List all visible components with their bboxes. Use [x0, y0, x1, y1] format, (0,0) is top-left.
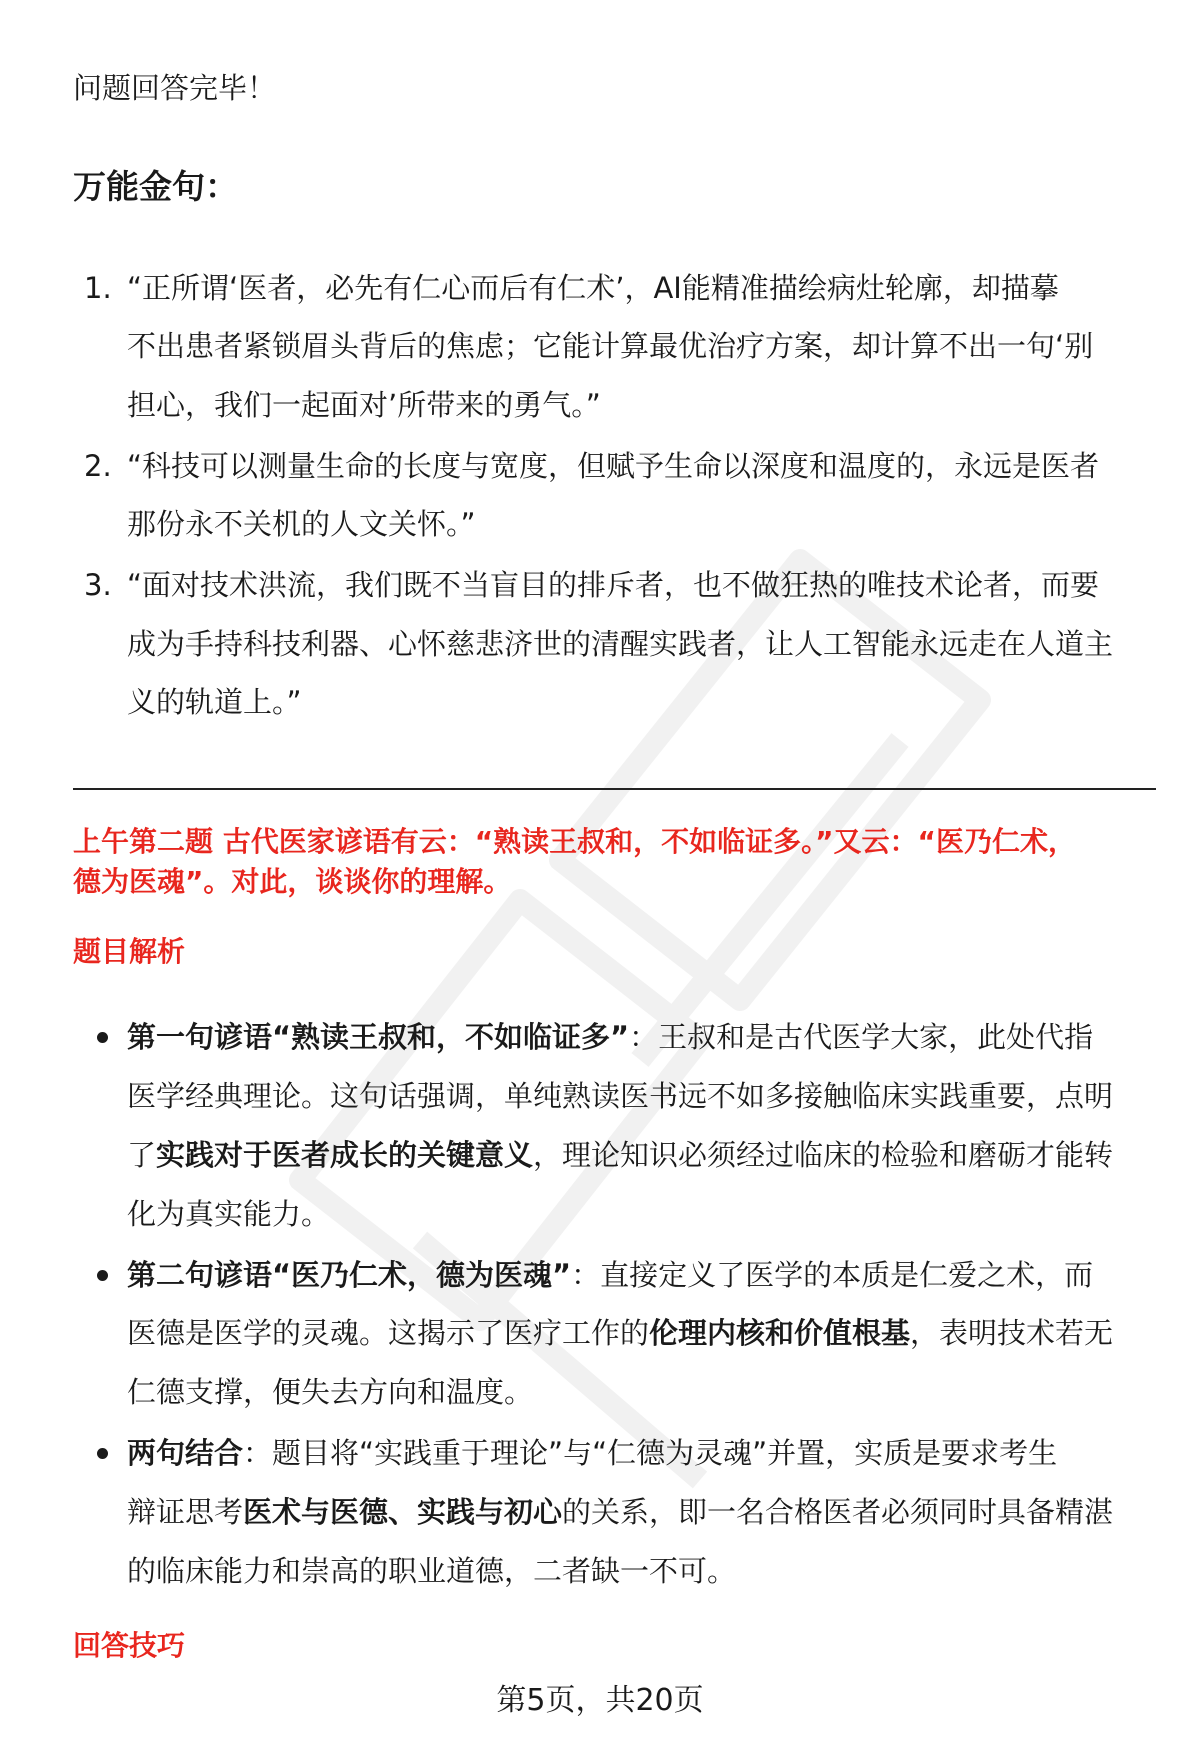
analysis-bullet-1-line-2: 医学经典理论。这句话强调，单纯熟读医书远不如多接触临床实践重要，点明: [127, 1079, 1114, 1113]
golden-item-2-line-1: “科技可以测量生命的长度与宽度，但赋予生命以深度和温度的，永远是医者: [127, 449, 1100, 483]
analysis-bullet-2-line-2: 医德是医学的灵魂。这揭示了医疗工作的伦理内核和价值根基，表明技术若无: [127, 1316, 1114, 1350]
analysis-bullet-1-line-4: 化为真实能力。: [127, 1197, 331, 1231]
list-number-3: 3.: [84, 568, 112, 602]
golden-item-3-line-1: “面对技术洪流，我们既不当盲目的排斥者，也不做狂热的唯技术论者，而要: [127, 568, 1100, 602]
analysis-heading: 题目解析: [73, 935, 186, 968]
analysis-bullet-1-line-3: 了实践对于医者成长的关键意义，理论知识必须经过临床的检验和磨砺才能转: [127, 1138, 1114, 1172]
golden-item-1-line-1: “正所谓‘医者，必先有仁心而后有仁术’，AI能精准描绘病灶轮廓，却描摹: [127, 271, 1059, 305]
analysis-bullet-2-line-3: 仁德支撑，便失去方向和温度。: [127, 1375, 534, 1409]
page-footer: 第5页，共20页: [496, 1683, 704, 1718]
bullet-dot-1: [97, 1032, 108, 1043]
golden-sentences-heading: 万能金句：: [73, 167, 238, 206]
golden-item-1-line-3: 担心，我们一起面对’所带来的勇气。”: [127, 388, 601, 422]
golden-item-2-line-2: 那份永不关机的人文关怀。”: [127, 507, 476, 541]
question-line-1: 上午第二题 古代医家谚语有云：“熟读王叔和，不如临证多。”又云：“医乃仁术，: [73, 825, 1076, 858]
golden-item-3-line-2: 成为手持科技利器、心怀慈悲济世的清醒实践者，让人工智能永远走在人道主: [127, 627, 1114, 661]
bullet-dot-2: [97, 1270, 108, 1281]
list-number-2: 2.: [84, 449, 112, 483]
golden-item-3-line-3: 义的轨道上。”: [127, 685, 302, 719]
section-divider: [73, 788, 1156, 790]
analysis-bullet-3-line-2: 辩证思考医术与医德、实践与初心的关系，即一名合格医者必须同时具备精湛: [127, 1495, 1114, 1529]
answer-tips-heading: 回答技巧: [73, 1629, 186, 1662]
analysis-bullet-3-line-1: 两句结合：题目将“实践重于理论”与“仁德为灵魂”并置，实质是要求考生: [127, 1436, 1058, 1470]
list-number-1: 1.: [84, 271, 112, 305]
question-line-2: 德为医魂”。对此，谈谈你的理解。: [73, 865, 512, 898]
analysis-bullet-1-line-1: 第一句谚语“熟读王叔和，不如临证多”：王叔和是古代医学大家，此处代指: [127, 1020, 1094, 1054]
analysis-bullet-3-line-3: 的临床能力和崇高的职业道德，二者缺一不可。: [127, 1554, 737, 1588]
analysis-bullet-2-line-1: 第二句谚语“医乃仁术，德为医魂”：直接定义了医学的本质是仁爱之术，而: [127, 1258, 1094, 1292]
intro-text: 问题回答完毕！: [73, 71, 277, 105]
bullet-dot-3: [97, 1448, 108, 1459]
golden-item-1-line-2: 不出患者紧锁眉头背后的焦虑；它能计算最优治疗方案，却计算不出一句‘别: [127, 329, 1094, 363]
